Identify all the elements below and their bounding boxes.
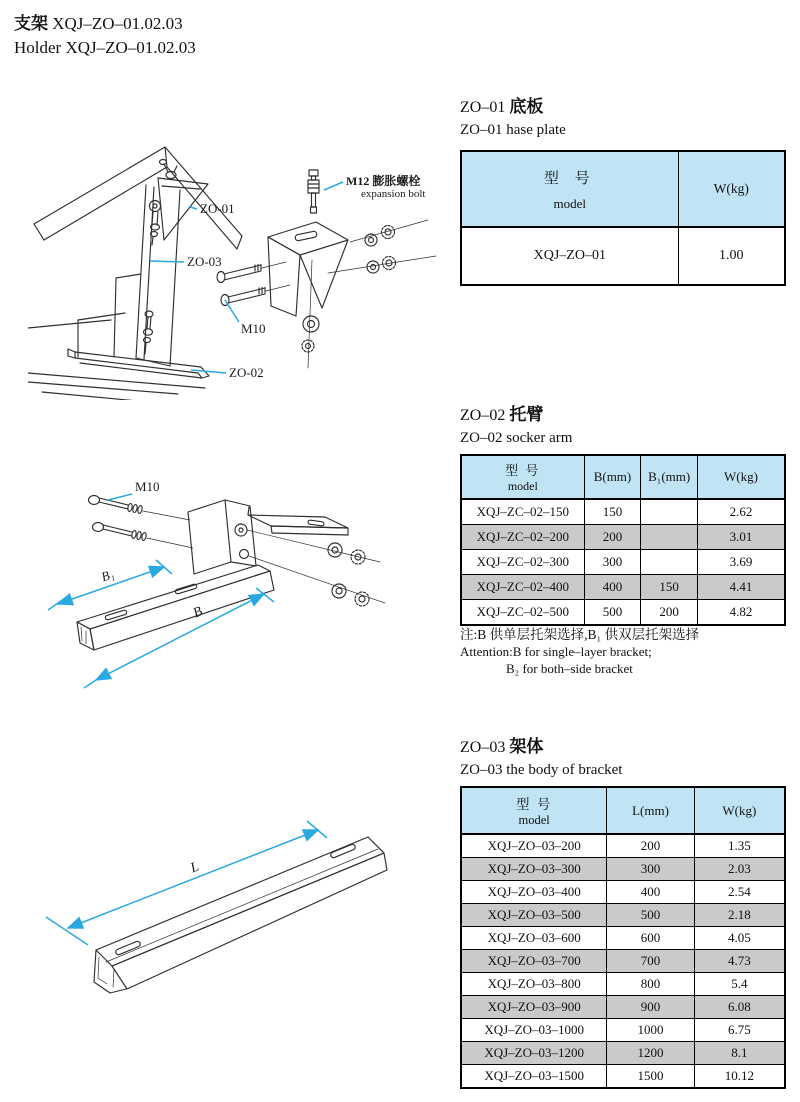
dim-line-b	[96, 594, 264, 680]
col-header-b: B(mm)	[584, 455, 641, 499]
cell-weight: 2.54	[694, 881, 785, 904]
cell-weight: 6.08	[694, 996, 785, 1019]
col-header-model-en: model	[553, 195, 587, 211]
cell-model: XQJ–ZO–03–1500	[461, 1065, 607, 1089]
col-header-model-en: model	[507, 479, 538, 493]
cell-b: 150	[584, 499, 641, 525]
leader-zo-01	[190, 207, 197, 209]
cell-b1	[641, 550, 698, 575]
table-row	[461, 525, 785, 550]
note-line-en2: B₂ for both–side bracket	[506, 661, 633, 676]
cell-weight: 2.62	[698, 499, 786, 525]
dim-ext-l-right	[307, 821, 327, 838]
cell-weight: 1.00	[678, 227, 785, 285]
section1-name-zh: 底板	[509, 97, 544, 116]
note-line-en1: Attention:B for single–layer bracket;	[460, 644, 652, 659]
section1-subtitle: ZO–01 hase plate	[460, 122, 566, 138]
leader-m10	[108, 494, 132, 500]
cell-model: XQJ–ZO–03–500	[461, 904, 607, 927]
base-plate-table	[460, 150, 786, 286]
section3-title	[460, 736, 622, 759]
cell-model: XQJ–ZC–02–150	[461, 499, 584, 525]
cell-weight: 2.18	[694, 904, 785, 927]
cell-length: 500	[607, 904, 694, 927]
cell-model: XQJ–ZO–03–200	[461, 834, 607, 858]
cell-model: XQJ–ZO–03–900	[461, 996, 607, 1019]
cell-length: 600	[607, 927, 694, 950]
col-header-model-zh: 型 号	[543, 170, 596, 187]
cell-weight: 4.41	[698, 575, 786, 600]
beam-drawing	[28, 790, 448, 1050]
col-header-model	[461, 455, 584, 499]
cell-b: 300	[584, 550, 641, 575]
section2-heading	[460, 404, 572, 449]
cell-b1: 150	[641, 575, 698, 600]
table-row	[461, 1065, 785, 1089]
col-header-weight: W(kg)	[698, 455, 786, 499]
leader-zo-03	[150, 261, 184, 262]
leader-m10	[225, 300, 239, 322]
col-header-b1: B₁(mm)	[641, 455, 698, 499]
title-code: XQJ–ZO–01.02.03	[48, 14, 183, 33]
table-row	[461, 1019, 785, 1042]
socket-arm-drawing	[28, 450, 448, 700]
table-row	[461, 858, 785, 881]
cell-model: XQJ–ZO–03–600	[461, 927, 607, 950]
cell-weight: 4.05	[694, 927, 785, 950]
leader-m12	[324, 182, 343, 190]
cell-model: XQJ–ZO–03–1000	[461, 1019, 607, 1042]
table-row	[461, 996, 785, 1019]
dimension-lines	[48, 494, 274, 688]
cell-weight: 8.1	[694, 1042, 785, 1065]
col-header-weight: W(kg)	[678, 151, 785, 227]
assembly-drawing	[28, 130, 448, 400]
dim-ext-b1-right	[156, 560, 172, 574]
section2-code: ZO–02	[460, 407, 510, 424]
cell-model: XQJ–ZO–03–300	[461, 858, 607, 881]
table-header-row	[461, 151, 785, 227]
table-row	[461, 904, 785, 927]
section1-code: ZO–01	[460, 99, 510, 116]
cell-b1	[641, 525, 698, 550]
col-header-model-en: model	[518, 813, 550, 827]
table-header-row	[461, 787, 785, 834]
col-header-model-zh: 型 号	[505, 463, 541, 478]
section2-subtitle: ZO–02 socker arm	[460, 430, 573, 446]
title-zh: 支架	[14, 14, 48, 33]
table-row	[461, 927, 785, 950]
cell-model: XQJ–ZC–02–200	[461, 525, 584, 550]
cell-length: 200	[607, 834, 694, 858]
page-title	[14, 12, 196, 60]
socket-arm-table	[460, 454, 786, 626]
cell-weight: 4.73	[694, 950, 785, 973]
table-row	[461, 881, 785, 904]
dim-label-b: B	[190, 604, 206, 622]
label-m12-expansion-bolt-en: expansion bolt	[361, 188, 426, 200]
section3-name-zh: 架体	[509, 737, 544, 756]
table-row	[461, 834, 785, 858]
page-title-line2: Holder XQJ–ZO–01.02.03	[14, 38, 196, 57]
label-m10: M10	[135, 479, 160, 494]
bracket-body-table	[460, 786, 786, 1089]
col-header-length: L(mm)	[607, 787, 694, 834]
table-row	[461, 550, 785, 575]
dim-line-l	[68, 830, 318, 928]
cell-weight: 6.75	[694, 1019, 785, 1042]
label-zo-01: ZO-01	[200, 201, 235, 216]
cell-b: 200	[584, 525, 641, 550]
dim-label-b1: B₁	[99, 566, 116, 585]
page-title-line1	[14, 12, 196, 36]
dim-ext-l-left	[46, 917, 88, 945]
cell-model: XQJ–ZO–03–1200	[461, 1042, 607, 1065]
cell-model: XQJ–ZO–03–800	[461, 973, 607, 996]
table-row	[461, 1042, 785, 1065]
cell-weight: 5.4	[694, 973, 785, 996]
cell-b: 500	[584, 600, 641, 626]
section1-title	[460, 96, 566, 119]
section2-name-zh: 托臂	[509, 405, 544, 424]
table-row	[461, 575, 785, 600]
label-zo-03: ZO-03	[187, 254, 222, 269]
label-m12-expansion-bolt-zh: M12 膨胀螺栓	[346, 174, 421, 188]
col-header-model	[461, 151, 678, 227]
dim-ext-b-left	[84, 672, 108, 688]
cell-weight: 10.12	[694, 1065, 785, 1089]
cell-length: 1000	[607, 1019, 694, 1042]
cell-length: 800	[607, 973, 694, 996]
label-m10: M10	[241, 321, 266, 336]
col-header-model	[461, 787, 607, 834]
cell-b: 400	[584, 575, 641, 600]
cell-b1: 200	[641, 600, 698, 626]
col-header-model-zh: 型 号	[515, 797, 553, 812]
cell-model: XQJ–ZO–03–400	[461, 881, 607, 904]
cell-model: XQJ–ZC–02–400	[461, 575, 584, 600]
cell-weight: 3.69	[698, 550, 786, 575]
dim-ext-b1-left	[48, 596, 68, 610]
cell-model: XQJ–ZO–01	[461, 227, 678, 285]
col-header-weight: W(kg)	[694, 787, 785, 834]
table-note	[460, 626, 699, 677]
cell-weight: 4.82	[698, 600, 786, 626]
cell-length: 400	[607, 881, 694, 904]
table-header-row	[461, 455, 785, 499]
table-row	[461, 227, 785, 285]
table-row	[461, 973, 785, 996]
cell-weight: 3.01	[698, 525, 786, 550]
section3-subtitle: ZO–03 the body of bracket	[460, 762, 623, 778]
section3-heading	[460, 736, 622, 781]
cell-model: XQJ–ZC–02–300	[461, 550, 584, 575]
table-row	[461, 950, 785, 973]
label-zo-02: ZO-02	[229, 365, 264, 380]
section1-heading	[460, 96, 566, 141]
table-row	[461, 600, 785, 626]
table-row	[461, 499, 785, 525]
dim-label-l: L	[188, 859, 202, 877]
cell-length: 1500	[607, 1065, 694, 1089]
section3-code: ZO–03	[460, 739, 510, 756]
dimension-lines	[46, 821, 327, 945]
cell-weight: 2.03	[694, 858, 785, 881]
cell-b1	[641, 499, 698, 525]
cell-length: 300	[607, 858, 694, 881]
cell-length: 1200	[607, 1042, 694, 1065]
cell-length: 700	[607, 950, 694, 973]
cell-model: XQJ–ZO–03–700	[461, 950, 607, 973]
note-line-zh: 注:B 供单层托架选择,B₁ 供双层托架选择	[460, 627, 700, 642]
cell-model: XQJ–ZC–02–500	[461, 600, 584, 626]
section2-title	[460, 404, 572, 427]
cell-weight: 1.35	[694, 834, 785, 858]
cell-length: 900	[607, 996, 694, 1019]
